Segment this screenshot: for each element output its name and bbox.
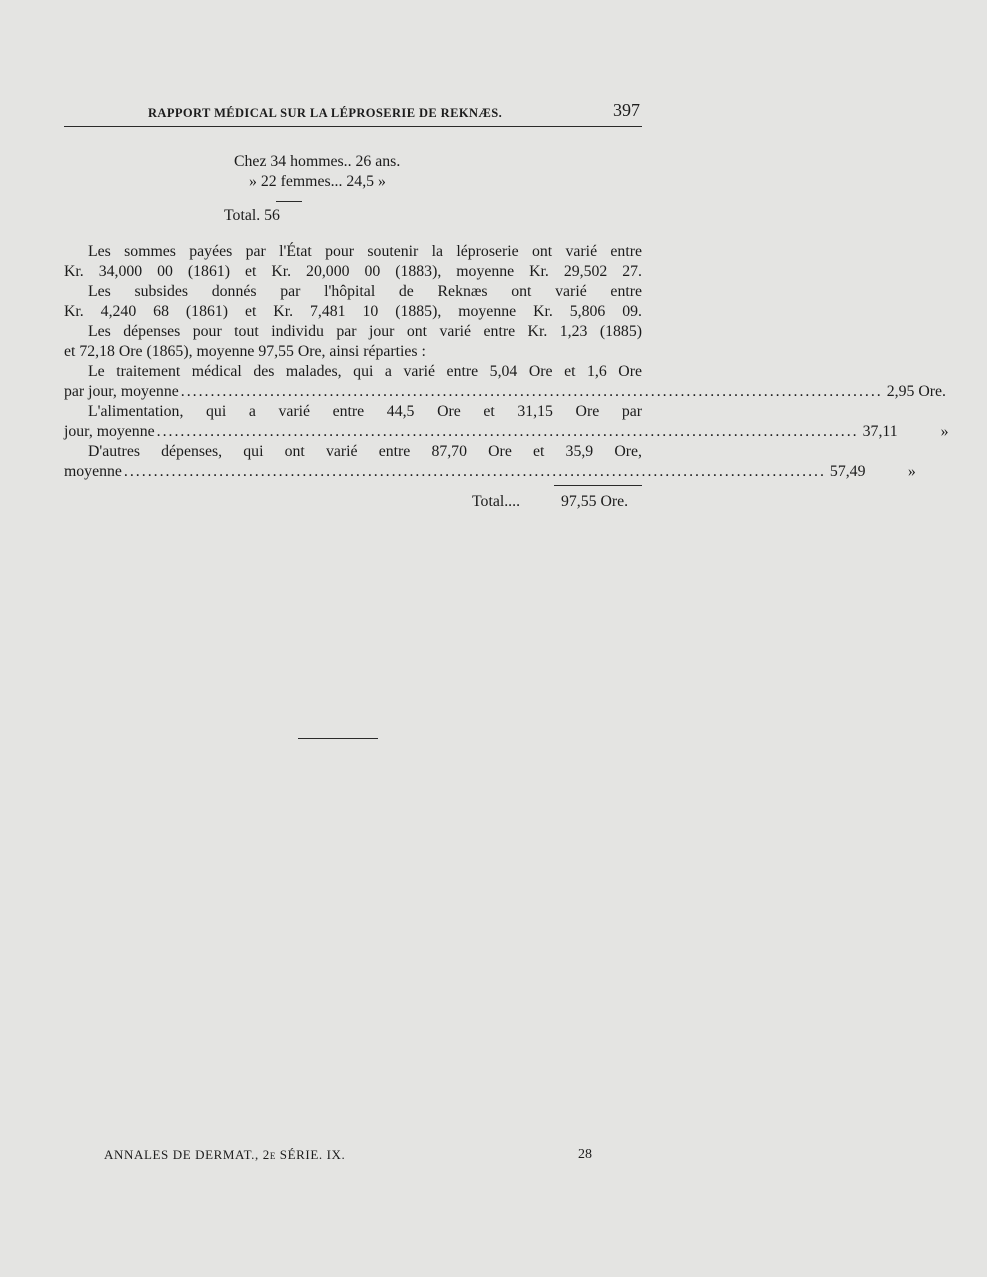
total-label: Total.... [472,493,521,510]
journal-reference: ANNALES DE DERMAT., 2e SÉRIE. IX. [104,1147,346,1162]
signature-mark: 28 [578,1147,592,1162]
leader-dots: ...................................................................................................................... [156,423,859,440]
food-label: jour, moyenne [64,423,155,440]
total-value: 97,55 Ore. [561,493,629,510]
running-title: RAPPORT MÉDICAL SUR LA LÉPROSERIE DE REKNÆS. [148,106,503,120]
para-state-line-2: Kr. 34,000 00 (1861) et Kr. 20,000 00 (1883), moyenne Kr. 29,502 27. [64,263,642,280]
stats-women: » 22 femmes... 24,5 » [249,173,386,190]
para-hospital-line-2: Kr. 4,240 68 (1861) et Kr. 7,481 10 (1885), moyenne Kr. 5,806 09. [64,303,642,320]
food-value: 37,11 [862,423,898,440]
other-label: moyenne [64,463,122,480]
para-expenses-line-1: Les dépenses pour tout individu par jour ont varié entre Kr. 1,23 (1885) [88,323,642,340]
medical-line-2 [64,382,946,402]
para-expenses-line-2: et 72,18 Ore (1865), moyenne 97,55 Ore, ainsi réparties : [64,343,426,360]
other-value: 57,49 [829,463,866,480]
stats-men: Chez 34 hommes.. 26 ans. [234,153,401,170]
page-header [64,100,642,127]
leader-dots: ...................................................................................................................... [123,463,826,480]
short-rule [276,201,302,202]
other-ditto-mark: » [907,463,916,480]
sum-rule [554,485,642,486]
food-line-1: L'alimentation, qui a varié entre 44,5 Ore et 31,15 Ore par [88,403,642,420]
other-line-1: D'autres dépenses, qui ont varié entre 87,70 Ore et 35,9 Ore, [88,443,642,460]
leader-dots: ...................................................................................................................... [180,383,883,400]
section-end-rule [298,738,378,739]
food-line-2 [64,422,949,442]
para-state-line-1: Les sommes payées par l'État pour soutenir la léproserie ont varié entre [88,243,642,260]
other-line-2 [64,462,916,482]
medical-line-1: Le traitement médical des malades, qui a varié entre 5,04 Ore et 1,6 Ore [88,363,642,380]
page-number: 397 [613,100,640,120]
stats-total: Total. 56 [224,207,280,224]
medical-value: 2,95 Ore. [886,383,946,400]
para-hospital-line-1: Les subsides donnés par l'hôpital de Reknæs ont varié entre [88,283,642,300]
medical-label: par jour, moyenne [64,383,179,400]
food-ditto-mark: » [940,423,949,440]
